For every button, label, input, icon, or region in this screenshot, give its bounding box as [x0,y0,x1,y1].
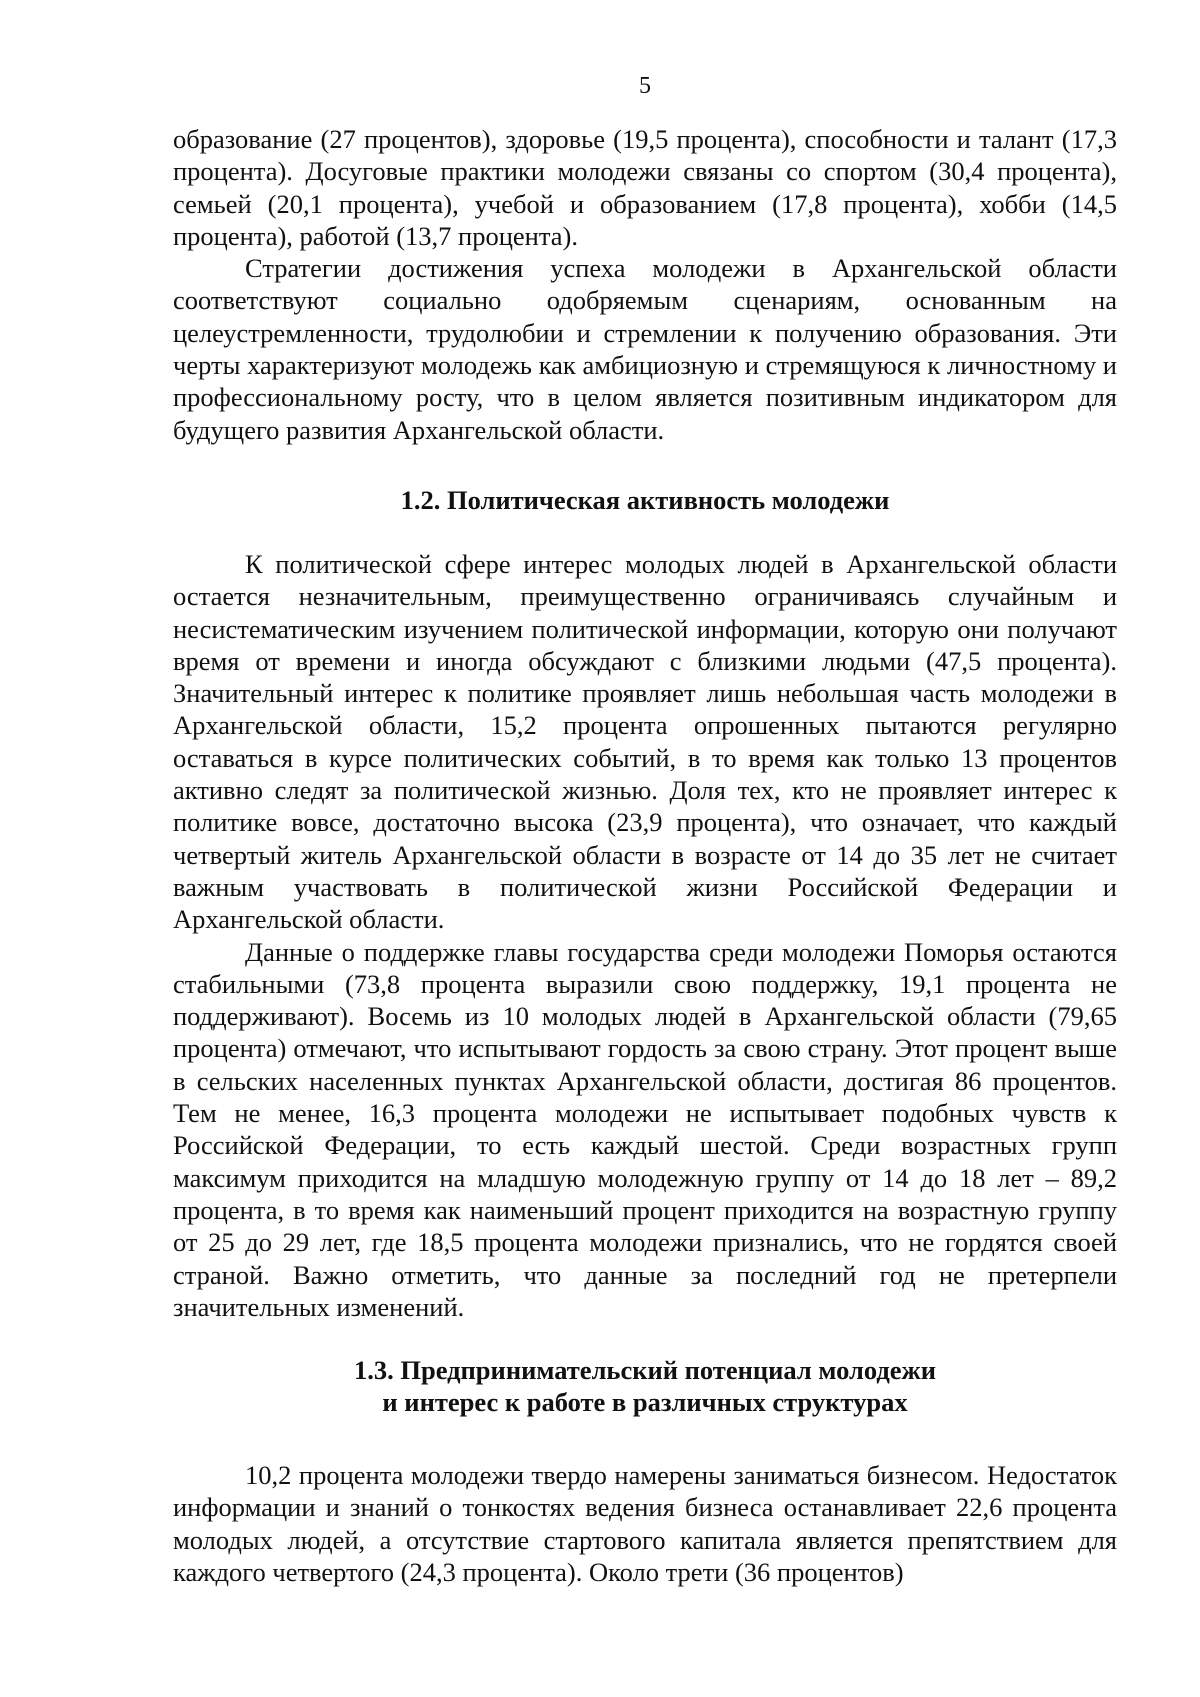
section-heading-political-activity: 1.2. Политическая активность молодежи [400,485,890,515]
paragraph-success-strategies: Стратегии достижения успеха молодежи в Архангельской области соответствуют социально одобряемым сценариям, основанным на целеустремленности, трудолюбии и стремлении к получению образования. Эти черты характеризуют молодежь как амбициозную и стремящуюся к личностному и профессиональному росту, что в целом является позитивным индикатором для будущего развития Архангельской области. [173,253,1117,445]
section-heading-entrepreneurship [173,1354,1117,1419]
paragraph-business-intentions: 10,2 процента молодежи твердо намерены заниматься бизнесом. Недостаток информации и знаний о тонкостях ведения бизнеса останавливает 22,6 процента молодых людей, а отсутствие стартового капитала является препятствием для каждого четвертого (24,3 процента). Около трети (36 процентов) [173,1460,1117,1587]
paragraph-leisure-practices: образование (27 процентов), здоровье (19,5 процента), способности и талант (17,3 процента). Досуговые практики молодежи связаны со спортом (30,4 процента), семьей (20,1 процента), учебой и образованием (17,8 процента), хобби (14,5 процента), работой (13,7 процента). [173,124,1117,251]
section-heading-line-1: 1.3. Предпринимательский потенциал молодежи [354,1355,936,1385]
entrepreneurship-text-block [173,1459,1117,1588]
paragraph-political-interest: К политической сфере интерес молодых людей в Архангельской области остается незначительным, преимущественно ограничиваясь случайным и несистематическим изучением политической информации, которую они получают время от времени и иногда обсуждают с близкими людьми (47,5 процента). Значительный интерес к политике проявляет лишь небольшая часть молодежи в Архангельской области, 15,2 процента опрошенных пытаются регулярно оставаться в курсе политических событий, в то время как только 13 процентов активно следят за политической жизнью. Доля тех, кто не проявляет интерес к политике вовсе, достаточно высока (23,9 процента), что означает, что каждый четвертый житель Архангельской области в возрасте от 14 до 35 лет не считает важным участвовать в политической жизни Российской Федерации и Архангельской области. [173,549,1117,935]
intro-text-block [173,123,1117,446]
paragraph-state-support: Данные о поддержке главы государства среди молодежи Поморья остаются стабильными (73,8 процента выразили свою поддержку, 19,1 процента не поддерживают). Восемь из 10 молодых людей в Архангельской области (79,65 процента) отмечают, что испытывают гордость за свою страну. Этот процент выше в сельских населенных пунктах Архангельской области, достигая 86 процентов. Тем не менее, 16,3 процента молодежи не испытывает подобных чувств к Российской Федерации, то есть каждый шестой. Среди возрастных групп максимум приходится на младшую молодежную группу от 14 до 18 лет – 89,2 процента, в то время как наименьший процент приходится на возрастную группу от 25 до 29 лет, где 18,5 процента молодежи признались, что не гордятся своей страной. Важно отметить, что данные за последний год не претерпели значительных изменений. [173,936,1117,1322]
page-number: 5 [639,73,651,99]
political-activity-text-block [173,548,1117,1323]
section-heading-line-2: и интерес к работе в различных структурах [382,1387,908,1418]
